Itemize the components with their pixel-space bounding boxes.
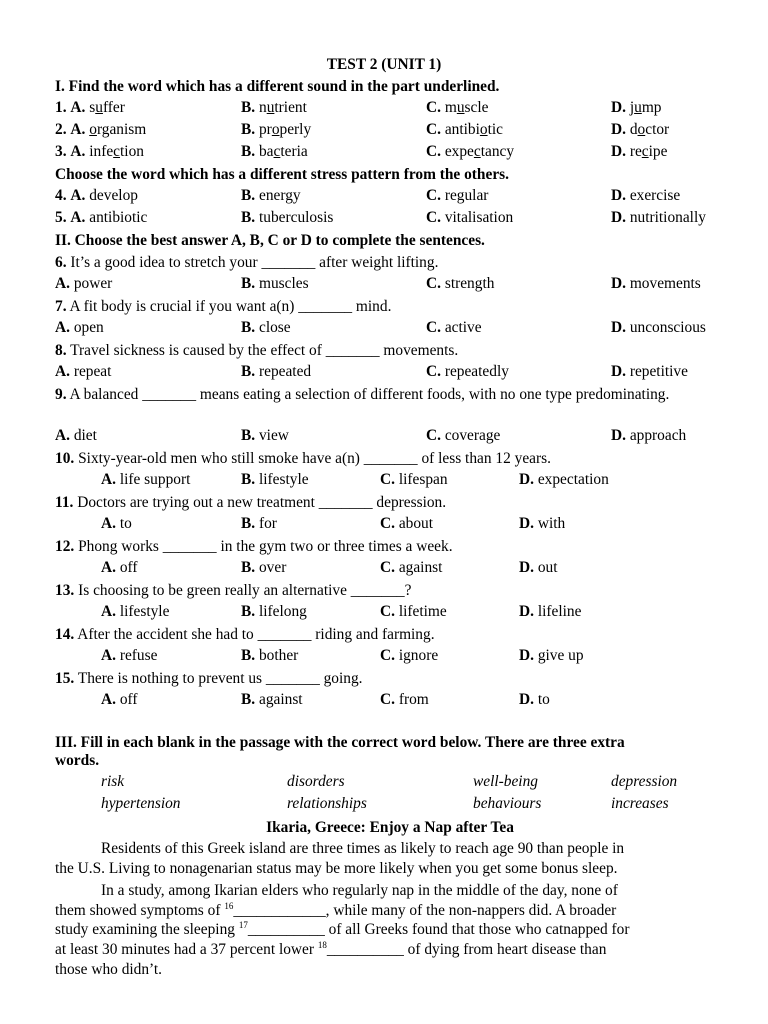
option-letter: D. [611,99,626,116]
answer-option[interactable] [55,427,97,445]
passage-p2-line-4 [55,940,606,962]
answer-option[interactable] [241,209,333,227]
option-letter: B. [241,187,256,204]
option-text: energy [258,187,301,204]
answer-option[interactable] [55,143,144,161]
answer-option[interactable] [519,515,565,533]
option-text: expectation [537,471,609,488]
underlined-part: u [266,99,275,116]
word-bank-item: risk [101,773,125,790]
option-letter: C. [426,187,441,204]
question-stem [55,581,411,603]
option-text: refuse [119,647,158,664]
answer-option[interactable] [380,515,433,533]
option-text: exercise [629,187,681,204]
question-number: 3. [55,143,67,160]
question-text: Doctors are trying out a new treatment _______ depression. [77,494,447,511]
option-text: to [119,515,132,532]
question-text: After the accident she had to _______ riding and farming. [77,626,435,643]
answer-option[interactable] [426,187,488,205]
underlined-part: u [95,99,103,116]
answer-option[interactable] [611,427,686,445]
option-word-end: rganism [96,121,147,138]
answer-option[interactable] [426,363,509,381]
option-letter: C. [380,603,395,620]
answer-option[interactable] [241,275,309,293]
answer-option[interactable] [380,647,438,665]
answer-option[interactable] [241,559,286,577]
option-text: coverage [444,427,501,444]
option-text: out [537,559,558,576]
question-number: 7. [55,298,67,315]
option-word-start: s [89,99,96,116]
question-number: 4. [55,187,67,204]
answer-option[interactable] [101,647,157,665]
option-text: against [258,691,303,708]
word-bank-item: depression [611,773,678,790]
option-letter: D. [611,121,626,138]
word-bank-item: behaviours [473,795,542,812]
answer-option[interactable] [611,121,669,139]
option-letter: B. [241,319,256,336]
answer-option[interactable] [241,143,308,161]
blank-16[interactable]: ____________, while many of the non-nappers did. A broader [233,902,617,919]
option-word-start: re [629,143,642,160]
blank-17-number: 17 [238,920,248,930]
passage-p1-line-1: Residents of this Greek island are three times as likely to reach age 90 than people in [101,840,625,857]
option-letter: C. [426,99,441,116]
blank-17[interactable]: __________ of all Greeks found that those who catnapped for [247,921,630,938]
option-text: open [73,319,104,336]
option-text: movements [629,275,701,292]
option-letter: D. [611,187,626,204]
option-text: tuberculosis [258,209,334,226]
answer-option[interactable] [101,471,190,489]
answer-option[interactable] [55,121,146,139]
question-stem [55,537,453,559]
option-letter: C. [380,647,395,664]
answer-option[interactable] [55,187,138,205]
answer-option[interactable] [55,319,104,337]
question-text: Travel sickness is caused by the effect of _______ movements. [70,342,459,359]
option-word-end: trient [274,99,307,116]
option-text: ignore [398,647,439,664]
option-text: life support [119,471,191,488]
underlined-part: o [637,121,646,138]
question-text: A balanced _______ means eating a selection of different foods, with no one type predominating. [69,386,670,403]
option-letter: D. [611,319,626,336]
option-text: active [444,319,482,336]
question-number: 5. [55,209,67,226]
answer-option[interactable] [241,99,307,117]
word-bank-item: hypertension [101,795,181,812]
answer-option[interactable] [55,275,112,293]
passage-text: at least 30 minutes had a 37 percent lower [55,941,314,958]
option-letter: B. [241,363,256,380]
option-letter: B. [241,515,256,532]
answer-option[interactable] [55,99,125,117]
option-text: bother [258,647,299,664]
option-word-end: tancy [480,143,515,160]
option-text: off [119,691,138,708]
option-word-end: ipe [648,143,668,160]
underlined-part: c [473,143,481,160]
option-text: with [537,515,566,532]
answer-option[interactable] [241,187,301,205]
underlined-part: o [89,121,97,138]
option-text: nutritionally [629,209,706,226]
answer-option[interactable] [241,603,307,621]
option-word-end: mp [641,99,662,116]
word-bank-item: well-being [473,773,538,790]
option-text: lifestyle [258,471,309,488]
underlined-part: c [273,143,281,160]
option-letter: B. [241,691,256,708]
option-text: about [398,515,434,532]
option-letter: B. [241,559,256,576]
answer-option[interactable] [241,319,291,337]
question-stem [55,493,446,515]
option-text: repeatedly [444,363,509,380]
answer-option[interactable] [426,209,513,227]
option-word-end: ffer [102,99,125,116]
option-text: diet [73,427,97,444]
option-letter: D. [611,363,626,380]
option-text: lifetime [398,603,447,620]
option-letter: C. [380,691,395,708]
option-letter: C. [426,319,441,336]
question-number: 2. [55,121,67,138]
option-letter: B. [241,209,256,226]
option-text: lifestyle [119,603,170,620]
option-word-end: teria [280,143,308,160]
option-text: strength [444,275,495,292]
underlined-part: u [634,99,642,116]
option-text: close [258,319,291,336]
question-stem [55,297,391,319]
answer-option[interactable] [101,559,138,577]
answer-option[interactable] [101,515,132,533]
blank-18-number: 18 [317,940,327,950]
option-letter: A. [101,691,116,708]
option-letter: C. [426,209,441,226]
option-letter: B. [241,427,256,444]
question-text: A fit body is crucial if you want a(n) _______ mind. [69,298,392,315]
option-word-start: d [629,121,638,138]
question-number: 14. [55,626,75,643]
option-letter: C. [426,427,441,444]
question-text: Phong works _______ in the gym two or three times a week. [78,538,453,555]
answer-option[interactable] [241,647,298,665]
underlined-part: o [479,121,488,138]
option-word-start: antibi [444,121,480,138]
option-letter: B. [241,471,256,488]
answer-option[interactable] [611,363,688,381]
question-stem [55,625,435,647]
question-number: 9. [55,386,67,403]
question-text: It’s a good idea to stretch your _______ after weight lifting. [70,254,439,271]
option-letter: C. [426,121,441,138]
option-word-end: scle [464,99,489,116]
option-text: power [73,275,113,292]
option-text: develop [89,187,138,204]
answer-option[interactable] [101,603,169,621]
answer-option[interactable] [380,691,429,709]
option-letter: D. [519,559,534,576]
answer-option[interactable] [380,471,448,489]
option-word-end: perly [279,121,312,138]
option-text: regular [444,187,489,204]
stress-heading: Choose the word which has a different stress pattern from the others. [55,166,509,183]
option-text: view [258,427,289,444]
option-text: muscles [258,275,309,292]
option-letter: C. [426,363,441,380]
answer-option[interactable] [241,121,311,139]
option-letter: B. [241,143,256,160]
option-letter: A. [55,319,70,336]
option-letter: B. [241,275,256,292]
option-text: off [119,559,138,576]
option-letter: A. [101,559,116,576]
section-2-heading: II. Choose the best answer A, B, C or D to complete the sentences. [55,232,485,249]
option-text: vitalisation [444,209,514,226]
option-word-start: n [258,99,267,116]
option-text: from [398,691,429,708]
option-word-start: expe [444,143,474,160]
option-letter: B. [241,603,256,620]
option-word-start: infe [89,143,114,160]
word-bank-item: relationships [287,795,367,812]
question-number: 15. [55,670,75,687]
option-letter: D. [519,603,534,620]
answer-option[interactable] [519,471,609,489]
option-letter: A. [55,275,70,292]
answer-option[interactable] [426,427,500,445]
blank-18[interactable]: __________ of dying from heart disease than [326,941,607,958]
answer-option[interactable] [241,515,277,533]
option-letter: A. [101,471,116,488]
question-stem [55,385,730,405]
option-letter: A. [101,515,116,532]
option-word-start: ba [258,143,274,160]
option-text: repeated [258,363,312,380]
option-word-end: tic [487,121,503,138]
option-word-end: ctor [645,121,670,138]
answer-option[interactable] [380,603,447,621]
option-text: antibiotic [89,209,148,226]
passage-text: them showed symptoms of [55,902,221,919]
question-stem [55,669,363,691]
passage-text: study examining the sleeping [55,921,235,938]
option-text: lifespan [398,471,448,488]
option-letter: A. [70,143,86,160]
section-3-heading-line-1: III. Fill in each blank in the passage with the correct word below. There are three extra [55,734,625,751]
answer-option[interactable] [611,319,706,337]
option-letter: C. [426,143,441,160]
question-text: Is choosing to be green really an alternative _______? [78,582,412,599]
option-letter: A. [70,121,86,138]
option-word-end: tion [120,143,144,160]
option-letter: A. [55,363,70,380]
answer-option[interactable] [426,99,488,117]
option-letter: B. [241,99,256,116]
answer-option[interactable] [519,559,558,577]
option-letter: D. [611,143,626,160]
answer-option[interactable] [519,691,550,709]
option-letter: A. [101,603,116,620]
question-number: 10. [55,450,75,467]
passage-p2-line-3 [55,920,630,942]
answer-option[interactable] [426,275,494,293]
option-letter: D. [611,275,626,292]
question-stem [55,449,551,471]
option-text: repeat [73,363,112,380]
option-letter: C. [380,471,395,488]
section-3-heading-line-2: words. [55,752,100,769]
option-letter: D. [611,427,626,444]
question-number: 13. [55,582,75,599]
passage-p2-line-1: In a study, among Ikarian elders who regularly nap in the middle of the day, none of [101,882,618,899]
question-number: 12. [55,538,75,555]
option-letter: A. [70,209,86,226]
page-title: TEST 2 (UNIT 1) [326,56,442,73]
option-text: against [398,559,443,576]
answer-option[interactable] [101,691,138,709]
option-text: to [537,691,550,708]
answer-option[interactable] [426,121,503,139]
passage-title: Ikaria, Greece: Enjoy a Nap after Tea [266,819,514,836]
passage-p2-line-5: those who didn’t. [55,961,163,978]
answer-option[interactable] [241,471,309,489]
answer-option[interactable] [611,143,667,161]
option-letter: A. [101,647,116,664]
option-word-start: j [629,99,635,116]
answer-option[interactable] [519,603,581,621]
question-number: 11. [55,494,74,511]
option-text: give up [537,647,584,664]
option-letter: D. [519,647,534,664]
answer-option[interactable] [55,209,147,227]
question-number: 1. [55,99,67,116]
answer-option[interactable] [426,319,482,337]
option-letter: B. [241,647,256,664]
option-text: lifelong [258,603,307,620]
option-word-start: m [444,99,457,116]
passage-p1-line-2: the U.S. Living to nonagenarian status may be more likely when you get some bonus sleep. [55,860,618,877]
question-stem [55,341,458,363]
question-text: Sixty-year-old men who still smoke have a(n) _______ of less than 12 years. [78,450,551,467]
answer-option[interactable] [55,363,111,381]
answer-option[interactable] [611,99,661,117]
option-letter: A. [70,187,86,204]
answer-option[interactable] [241,427,289,445]
word-bank-item: disorders [287,773,345,790]
option-letter: D. [519,471,534,488]
option-word-start: pr [258,121,272,138]
option-letter: D. [611,209,626,226]
option-letter: D. [519,515,534,532]
question-number: 6. [55,254,67,271]
answer-option[interactable] [241,691,303,709]
question-text: There is nothing to prevent us _______ going. [77,670,363,687]
option-letter: C. [426,275,441,292]
option-letter: D. [519,691,534,708]
answer-option[interactable] [611,275,701,293]
answer-option[interactable] [611,209,706,227]
answer-option[interactable] [611,187,680,205]
underlined-part: u [456,99,465,116]
question-stem [55,253,438,275]
answer-option[interactable] [426,143,514,161]
option-text: for [258,515,277,532]
section-1-heading: I. Find the word which has a different sound in the part underlined. [55,78,500,95]
underlined-part: o [271,121,280,138]
option-text: lifeline [537,603,582,620]
underlined-part: c [113,143,121,160]
option-text: over [258,559,287,576]
word-bank-item: increases [611,795,669,812]
option-letter: C. [380,515,395,532]
option-letter: A. [55,427,70,444]
option-letter: B. [241,121,256,138]
option-letter: C. [380,559,395,576]
answer-option[interactable] [380,559,442,577]
answer-option[interactable] [241,363,311,381]
answer-option[interactable] [519,647,584,665]
option-text: approach [629,427,687,444]
option-letter: A. [70,99,86,116]
blank-16-number: 16 [224,901,234,911]
option-text: unconscious [629,319,706,336]
underlined-part: c [641,143,649,160]
option-text: repetitive [629,363,688,380]
question-number: 8. [55,342,67,359]
